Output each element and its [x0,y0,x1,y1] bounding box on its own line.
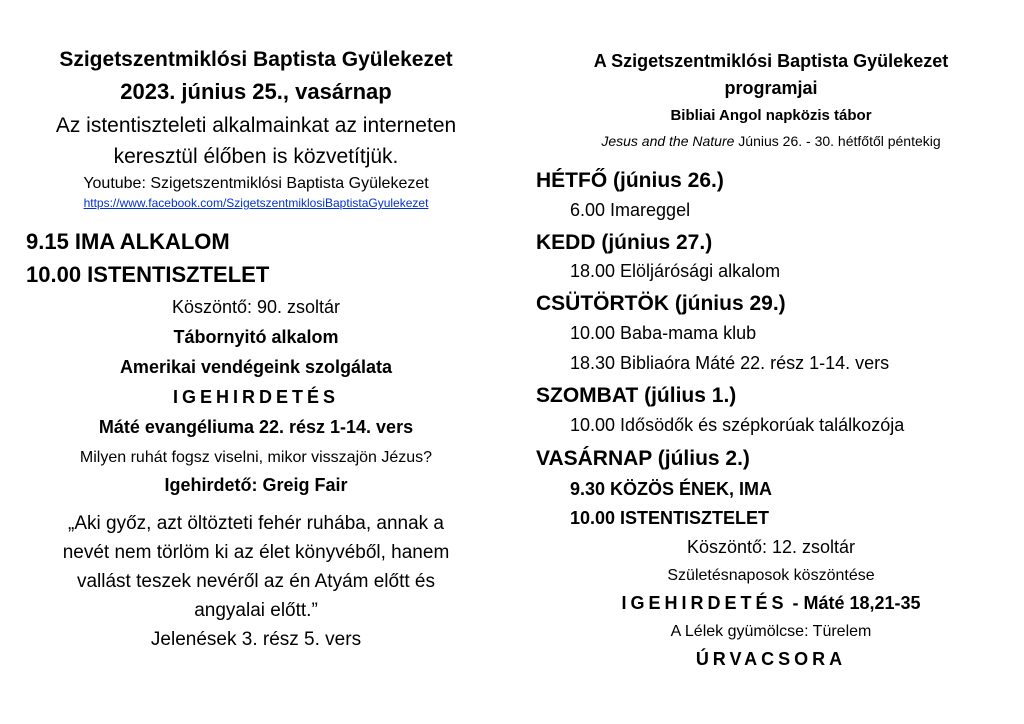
camp-title: Bibliai Angol napközis tábor [670,107,872,124]
birthday-greetings: Születésnaposok köszöntése [667,567,875,584]
day-thursday: CSÜTÖRTÖK (június 29.) [536,292,786,315]
thursday-item-2: 18.30 Bibliaóra Máté 22. rész 1-14. vers [570,353,890,373]
monday-item: 6.00 Imareggel [570,200,691,220]
service-date: 2023. június 25., vasárnap [120,79,392,104]
sunday-sermon [536,594,1006,614]
programs-title-line1: A Szigetszentmiklósi Baptista Gyülekezet [593,51,949,71]
youtube-channel: Youtube: Szigetszentmiklósi Baptista Gyülekezet [83,175,429,192]
preacher: Igehirdető: Greig Fair [164,475,348,495]
quote-line-3: vallást teszek nevéről az én Atyám előtt és [76,571,435,592]
quote-line-4: angyalai előtt.” [194,600,318,621]
stream-note-line2: keresztül élőben is közvetítjük. [113,145,399,168]
sunday-sermon-heading: IGEHIRDETÉS [621,593,788,613]
sunday-greeting: Köszöntő: 12. zsoltár [686,537,856,557]
camp-opening: Tábornyitó alkalom [173,327,339,347]
sunday-service: 10.00 ISTENTISZTELET [570,508,770,528]
camp-dates: Június 26. - 30. hétfőtől péntekig [734,133,941,149]
sunday-scripture: Máté 18,21-35 [803,593,921,613]
sunday-theme: A Lélek gyümölcse: Türelem [670,623,872,640]
day-tuesday: KEDD (június 27.) [536,231,713,254]
quote-line-2: nevét nem törlöm ki az élet könyvéből, hanem [62,542,450,563]
quote-reference: Jelenések 3. rész 5. vers [150,629,362,650]
communion: ÚRVACSORA [695,649,847,669]
greeting-psalm: Köszöntő: 90. zsoltár [171,297,341,317]
sermon-heading: IGEHIRDETÉS [172,387,340,407]
stream-note-line1: Az istentiszteleti alkalmainkat az interneten [55,114,457,137]
day-sunday: VASÁRNAP (július 2.) [536,447,750,470]
sermon-scripture: Máté evangéliuma 22. rész 1-14. vers [98,417,414,437]
programs-title-line2: programjai [724,78,818,98]
facebook-link[interactable]: https://www.facebook.com/SzigetszentmiklosiBaptistaGyulekezet [83,196,429,210]
thursday-item-1: 10.00 Baba-mama klub [570,323,757,343]
sunday-prayer: 9.30 KÖZÖS ÉNEK, IMA [570,479,773,499]
saturday-item: 10.00 Idősödők és szépkorúak találkozója [570,415,905,435]
sunday-sermon-separator: - [787,593,804,613]
camp-theme: Jesus and the Nature [601,133,735,149]
quote-line-1: „Aki győz, azt öltözteti fehér ruhába, annak a [68,513,444,534]
camp-details [536,134,1006,149]
sermon-title: Milyen ruhát fogsz viselni, mikor visszajön Jézus? [79,449,433,466]
prayer-time: 9.15 IMA ALKALOM [26,229,230,254]
day-saturday: SZOMBAT (július 1.) [536,384,737,407]
tuesday-item: 18.00 Elöljárósági alkalom [570,261,781,281]
service-time: 10.00 ISTENTISZTELET [26,262,270,287]
guest-ministry: Amerikai vendégeink szolgálata [119,357,393,377]
day-monday: HÉTFŐ (június 26.) [536,169,724,192]
church-name: Szigetszentmiklósi Baptista Gyülekezet [59,48,453,71]
